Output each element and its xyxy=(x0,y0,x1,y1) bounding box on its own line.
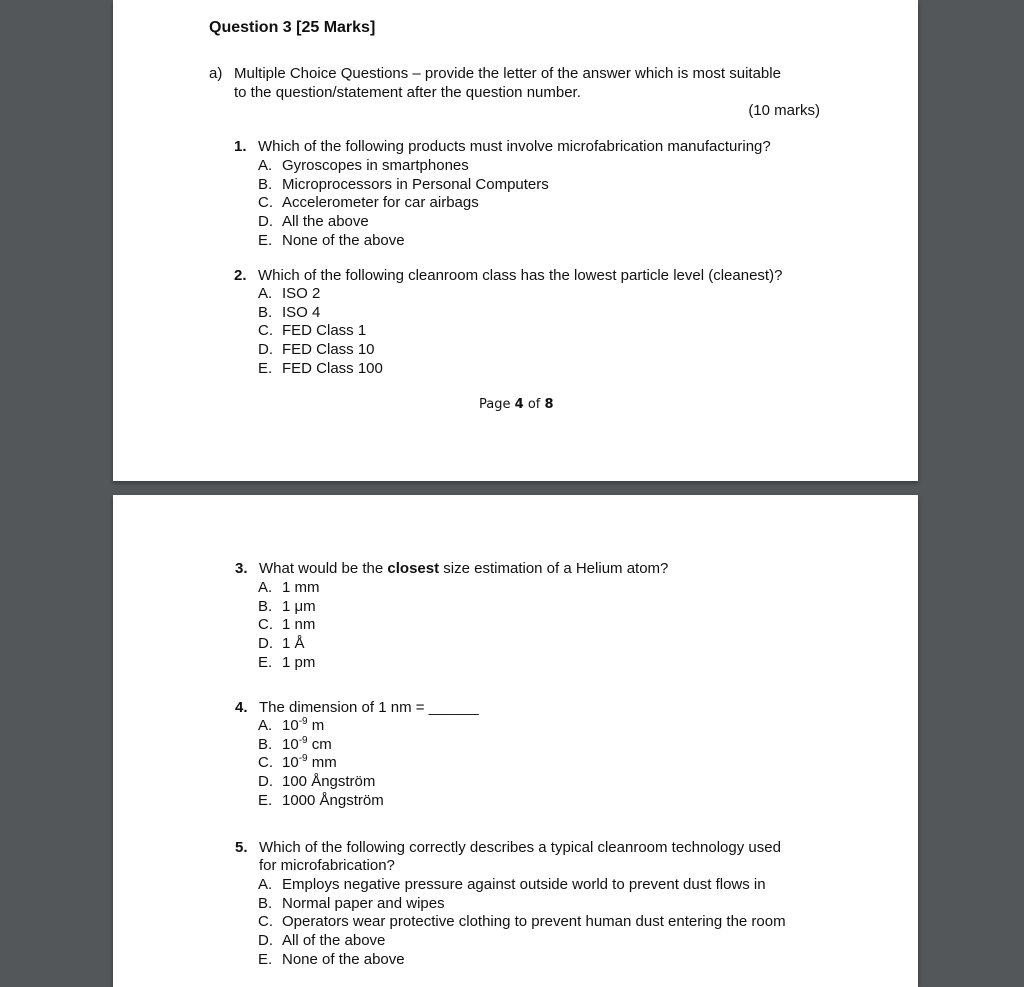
footer-total-pages: 8 xyxy=(544,397,554,412)
section-label: a) xyxy=(209,65,223,82)
option-exponent: -9 xyxy=(298,753,308,765)
option-letter: D. xyxy=(258,635,273,653)
option-text: 1 pm xyxy=(282,653,316,671)
option-item xyxy=(258,194,549,213)
option-base: 10 xyxy=(282,754,299,772)
document-page-5 xyxy=(113,495,918,987)
option-letter: B. xyxy=(258,597,273,615)
option-text: Operators wear protective clothing to prevent human dust entering the room xyxy=(282,913,786,931)
option-text: FED Class 1 xyxy=(282,322,367,340)
option-list xyxy=(258,285,383,379)
option-letter: B. xyxy=(258,175,273,193)
option-item xyxy=(258,157,549,176)
question-text-emphasis: closest xyxy=(387,560,440,577)
option-letter: E. xyxy=(258,231,273,249)
option-text: 1 mm xyxy=(282,579,320,596)
option-text: 1 nm xyxy=(282,616,316,634)
option-unit: m xyxy=(307,717,325,734)
option-item xyxy=(258,304,383,323)
section-marks: (10 marks) xyxy=(748,102,820,119)
question-number: 5. xyxy=(235,839,248,856)
option-letter: A. xyxy=(258,717,273,734)
option-item xyxy=(258,736,384,755)
option-text: 1 Å xyxy=(282,635,305,653)
option-item xyxy=(258,913,786,932)
question-number: 1. xyxy=(234,138,247,155)
option-item xyxy=(258,876,786,895)
page-footer xyxy=(479,397,554,412)
option-item xyxy=(258,598,320,617)
option-letter: E. xyxy=(258,359,273,377)
option-unit: cm xyxy=(307,735,332,753)
option-item xyxy=(258,213,549,232)
option-item xyxy=(258,951,786,970)
question-text: The dimension of 1 nm = ______ xyxy=(259,699,479,716)
question-heading: Question 3 [25 Marks] xyxy=(209,19,376,36)
question-text-part: size estimation of a Helium atom? xyxy=(439,560,669,577)
option-text: Accelerometer for car airbags xyxy=(282,194,479,212)
option-item xyxy=(258,895,786,914)
option-item xyxy=(258,792,384,811)
option-letter: E. xyxy=(258,791,273,809)
question-text xyxy=(259,560,668,579)
option-item xyxy=(258,341,383,360)
option-exponent: -9 xyxy=(298,716,308,727)
option-letter: C. xyxy=(258,754,273,772)
option-text: 1000 Ångström xyxy=(282,791,384,809)
option-letter: C. xyxy=(258,194,273,212)
option-text: FED Class 100 xyxy=(282,359,383,377)
option-item xyxy=(258,754,384,773)
document-page-4 xyxy=(113,0,918,481)
option-letter: E. xyxy=(258,653,273,671)
option-letter: D. xyxy=(258,213,273,231)
option-letter: B. xyxy=(258,894,273,912)
option-list xyxy=(258,579,320,673)
option-exponent: -9 xyxy=(298,734,308,746)
section-instructions-line2: to the question/statement after the question number. xyxy=(234,84,581,101)
option-text: 1 μm xyxy=(282,597,316,615)
footer-page-word: Page xyxy=(479,397,511,412)
option-list xyxy=(258,157,549,251)
footer-current-page: 4 xyxy=(514,397,524,412)
option-item xyxy=(258,616,320,635)
option-item xyxy=(258,232,549,251)
question-number: 3. xyxy=(235,560,248,577)
option-item xyxy=(258,635,320,654)
option-text: Gyroscopes in smartphones xyxy=(282,157,469,174)
option-letter: C. xyxy=(258,322,273,340)
option-item xyxy=(258,360,383,379)
option-text: Normal paper and wipes xyxy=(282,894,445,912)
option-unit: mm xyxy=(307,754,337,772)
option-base: 10 xyxy=(282,717,299,734)
option-letter: E. xyxy=(258,950,273,968)
question-number: 2. xyxy=(234,267,247,284)
option-text: 100 Ångström xyxy=(282,773,376,791)
option-text: All of the above xyxy=(282,932,386,950)
option-item xyxy=(258,579,320,598)
question-number: 4. xyxy=(235,699,248,716)
option-text: Microprocessors in Personal Computers xyxy=(282,175,549,193)
option-letter: B. xyxy=(258,303,273,321)
footer-of-word: of xyxy=(527,397,541,412)
question-text: Which of the following products must involve microfabrication manufacturing? xyxy=(258,138,771,155)
option-letter: D. xyxy=(258,932,273,950)
option-base: 10 xyxy=(282,735,299,753)
option-letter: D. xyxy=(258,341,273,359)
section-instructions-line1: Multiple Choice Questions – provide the letter of the answer which is most suitable xyxy=(234,65,781,82)
option-text: ISO 4 xyxy=(282,303,321,321)
option-letter: A. xyxy=(258,876,273,893)
question-text-part: What would be the xyxy=(259,560,388,577)
question-text-line1: Which of the following correctly describes a typical cleanroom technology used xyxy=(259,839,781,856)
question-text-line2: for microfabrication? xyxy=(259,857,395,874)
option-letter: A. xyxy=(258,285,273,302)
option-letter: A. xyxy=(258,579,273,596)
option-letter: C. xyxy=(258,913,273,931)
option-letter: B. xyxy=(258,735,273,753)
option-item xyxy=(258,654,320,673)
option-letter: A. xyxy=(258,157,273,174)
option-list xyxy=(258,876,786,970)
option-item xyxy=(258,322,383,341)
option-item xyxy=(258,176,549,195)
option-text: FED Class 10 xyxy=(282,341,375,359)
option-item xyxy=(258,773,384,792)
option-text: None of the above xyxy=(282,950,405,968)
option-letter: C. xyxy=(258,616,273,634)
option-text: All the above xyxy=(282,213,369,231)
question-text: Which of the following cleanroom class has the lowest particle level (cleanest)? xyxy=(258,267,783,284)
option-text: None of the above xyxy=(282,231,405,249)
option-list xyxy=(258,717,384,811)
option-letter: D. xyxy=(258,773,273,791)
option-item xyxy=(258,932,786,951)
option-item xyxy=(258,717,384,736)
option-item xyxy=(258,285,383,304)
option-text: ISO 2 xyxy=(282,285,321,302)
option-text: Employs negative pressure against outside world to prevent dust flows in xyxy=(282,876,766,893)
